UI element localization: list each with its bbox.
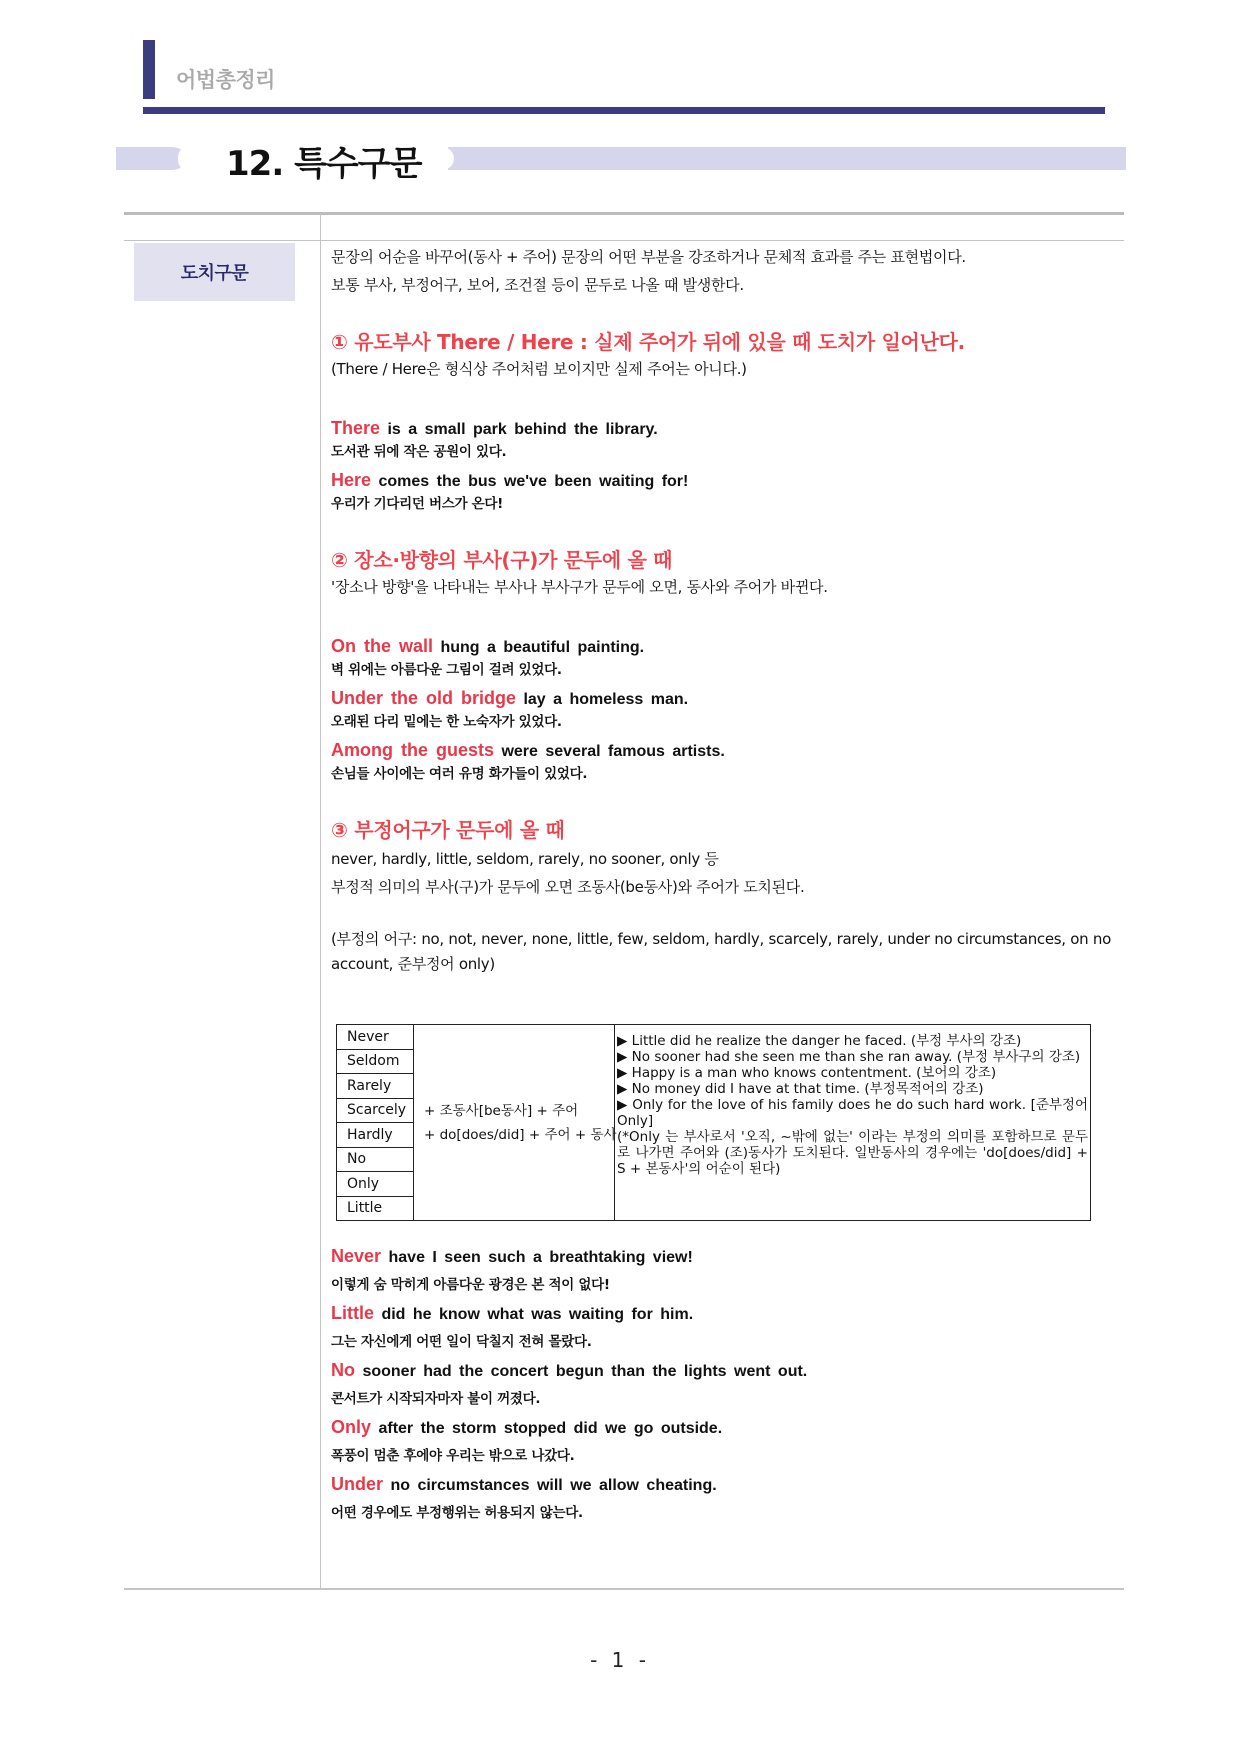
negative-word-cell: Only	[337, 1172, 413, 1197]
example-keyword: On the wall	[331, 636, 434, 656]
section-heading: ② 장소·방향의 부사(구)가 문두에 올 때	[331, 548, 673, 572]
negative-word-cell: No	[337, 1148, 413, 1173]
example-rest: sooner had the concert begun than the lights went out.	[355, 1363, 808, 1380]
sidebar-label: 도치구문	[134, 243, 295, 301]
section-note: never, hardly, little, seldom, rarely, no sooner, only 등	[331, 850, 719, 868]
example-keyword: Only	[331, 1417, 372, 1437]
example-korean: 폭풍이 멈춘 후에야 우리는 밖으로 나갔다.	[331, 1448, 575, 1464]
section-note: 부정적 의미의 부사(구)가 문두에 오면 조동사(be동사)와 주어가 도치된다.	[331, 878, 805, 896]
intro-line: 보통 부사, 부정어구, 보어, 조건절 등이 문두로 나올 때 발생한다.	[331, 276, 744, 294]
ref-note: (*Only 는 부사로서 '오직, ~밖에 없는' 이라는 부정의 의미를 포함하므로 문두로 나가면 주어와 (조)동사가 도치된다. 일반동사의 경우에는 'do[does/did] + S + 본동사'의 어순이 된다)	[617, 1129, 1088, 1177]
example-english	[331, 417, 1116, 441]
table-header-rule	[124, 240, 1124, 241]
example-korean: 그는 자신에게 어떤 일이 닥칠지 전혀 몰랐다.	[331, 1334, 592, 1350]
section-heading: ③ 부정어구가 문두에 올 때	[331, 818, 565, 842]
example-keyword: Under	[331, 1474, 384, 1494]
header-label: 어법총정리	[176, 68, 275, 92]
example-korean: 손님들 사이에는 여러 유명 화가들이 있었다.	[331, 766, 588, 782]
inversion-reference-table	[336, 1024, 1091, 1221]
example-rest: comes the bus we've been waiting for!	[371, 473, 689, 490]
example-rest: is a small park behind the library.	[380, 421, 658, 438]
section-heading: ① 유도부사 There / Here : 실제 주어가 뒤에 있을 때 도치가 일어난다.	[331, 330, 965, 354]
column-divider	[320, 214, 321, 1589]
section-note: '장소나 방향'을 나타내는 부사나 부사구가 문두에 오면, 동사와 주어가 바뀐다.	[331, 578, 828, 596]
ref-note: ▶ Happy is a man who knows contentment. (보어의 강조)	[617, 1065, 997, 1081]
intro-line: 문장의 어순을 바꾸어(동사 + 주어) 문장의 어떤 부분을 강조하거나 문체적 효과를 주는 표현법이다.	[331, 248, 966, 266]
example-korean: 콘서트가 시작되자마자 불이 꺼졌다.	[331, 1391, 541, 1407]
example-rest: after the storm stopped did we go outside.	[371, 1420, 723, 1437]
page-title: 12. 특수구문	[226, 144, 422, 184]
example-keyword: There	[331, 418, 381, 438]
negative-word-cell: Never	[337, 1025, 413, 1050]
ref-note: ▶ Little did he realize the danger he faced. (부정 부사의 강조)	[617, 1033, 1022, 1049]
negative-word-column	[337, 1025, 414, 1220]
ref-note: ▶ Only for the love of his family does he do such hard work. [준부정어 Only]	[617, 1097, 1088, 1129]
example-keyword: Under the old bridge	[331, 688, 517, 708]
section-3	[331, 815, 1116, 977]
example-english	[331, 635, 1116, 659]
example-rest: have I seen such a breathtaking view!	[381, 1249, 693, 1266]
example-english	[331, 1473, 1116, 1497]
title-band-right	[448, 147, 1126, 170]
main-content	[331, 243, 1116, 977]
example-english	[331, 1416, 1116, 1440]
example-korean: 우리가 기다리던 버스가 온다!	[331, 496, 503, 512]
example-rest: hung a beautiful painting.	[433, 639, 645, 656]
negative-word-cell: Scarcely	[337, 1099, 413, 1124]
example-keyword: No	[331, 1360, 355, 1380]
ref-note: ▶ No sooner had she seen me than she ran away. (부정 부사구의 강조)	[617, 1049, 1081, 1065]
example-korean: 이렇게 숨 막히게 아름다운 광경은 본 적이 없다!	[331, 1277, 610, 1293]
example-english	[331, 1245, 1116, 1269]
section-1	[331, 327, 1116, 515]
example-english	[331, 1302, 1116, 1326]
example-keyword: Little	[331, 1303, 374, 1323]
example-korean: 오래된 다리 밑에는 한 노숙자가 있었다.	[331, 714, 562, 730]
header-accent-bar	[143, 40, 155, 99]
negative-phrase-note: (부정의 어구: no, not, never, none, little, few, seldom, hardly, scarcely, rarely, under no circumstances, on no account, 준부정어 only)	[331, 930, 1111, 973]
example-english	[331, 469, 1116, 493]
example-english	[331, 687, 1116, 711]
example-english	[331, 1359, 1116, 1383]
example-rest: were several famous artists.	[494, 743, 725, 760]
pattern-column	[414, 1025, 615, 1220]
intro	[331, 243, 1116, 299]
table-top-rule	[124, 212, 1124, 215]
negative-word-cell: Seldom	[337, 1050, 413, 1075]
negative-word-cell: Little	[347, 1200, 383, 1217]
negative-word-cell: Rarely	[337, 1074, 413, 1099]
example-rest: lay a homeless man.	[516, 691, 689, 708]
example-keyword: Among the guests	[331, 740, 495, 760]
page-number: - 1 -	[590, 1648, 650, 1672]
section-2	[331, 545, 1116, 785]
header-rule	[143, 107, 1105, 114]
negative-word-cell: Hardly	[337, 1123, 413, 1148]
example-notes-column	[615, 1025, 1090, 1220]
section-note: (There / Here은 형식상 주어처럼 보이지만 실제 주어는 아니다.)	[331, 360, 747, 378]
example-korean: 벽 위에는 아름다운 그림이 걸려 있었다.	[331, 662, 562, 678]
example-rest: did he know what was waiting for him.	[374, 1306, 694, 1323]
example-keyword: Never	[331, 1246, 382, 1266]
pattern-line: + do[does/did] + 주어 + 동사	[424, 1126, 617, 1143]
ref-note: ▶ No money did I have at that time. (부정목적어의 강조)	[617, 1081, 984, 1097]
example-korean: 어떤 경우에도 부정행위는 허용되지 않는다.	[331, 1505, 583, 1521]
example-english	[331, 739, 1116, 763]
example-korean: 도서관 뒤에 작은 공원이 있다.	[331, 444, 507, 460]
section-3-examples	[331, 1245, 1116, 1530]
title-band-left	[116, 147, 186, 170]
example-rest: no circumstances will we allow cheating.	[383, 1477, 717, 1494]
pattern-line: + 조동사[be동사] + 주어	[424, 1102, 579, 1119]
example-keyword: Here	[331, 470, 372, 490]
table-bottom-rule	[124, 1588, 1124, 1590]
